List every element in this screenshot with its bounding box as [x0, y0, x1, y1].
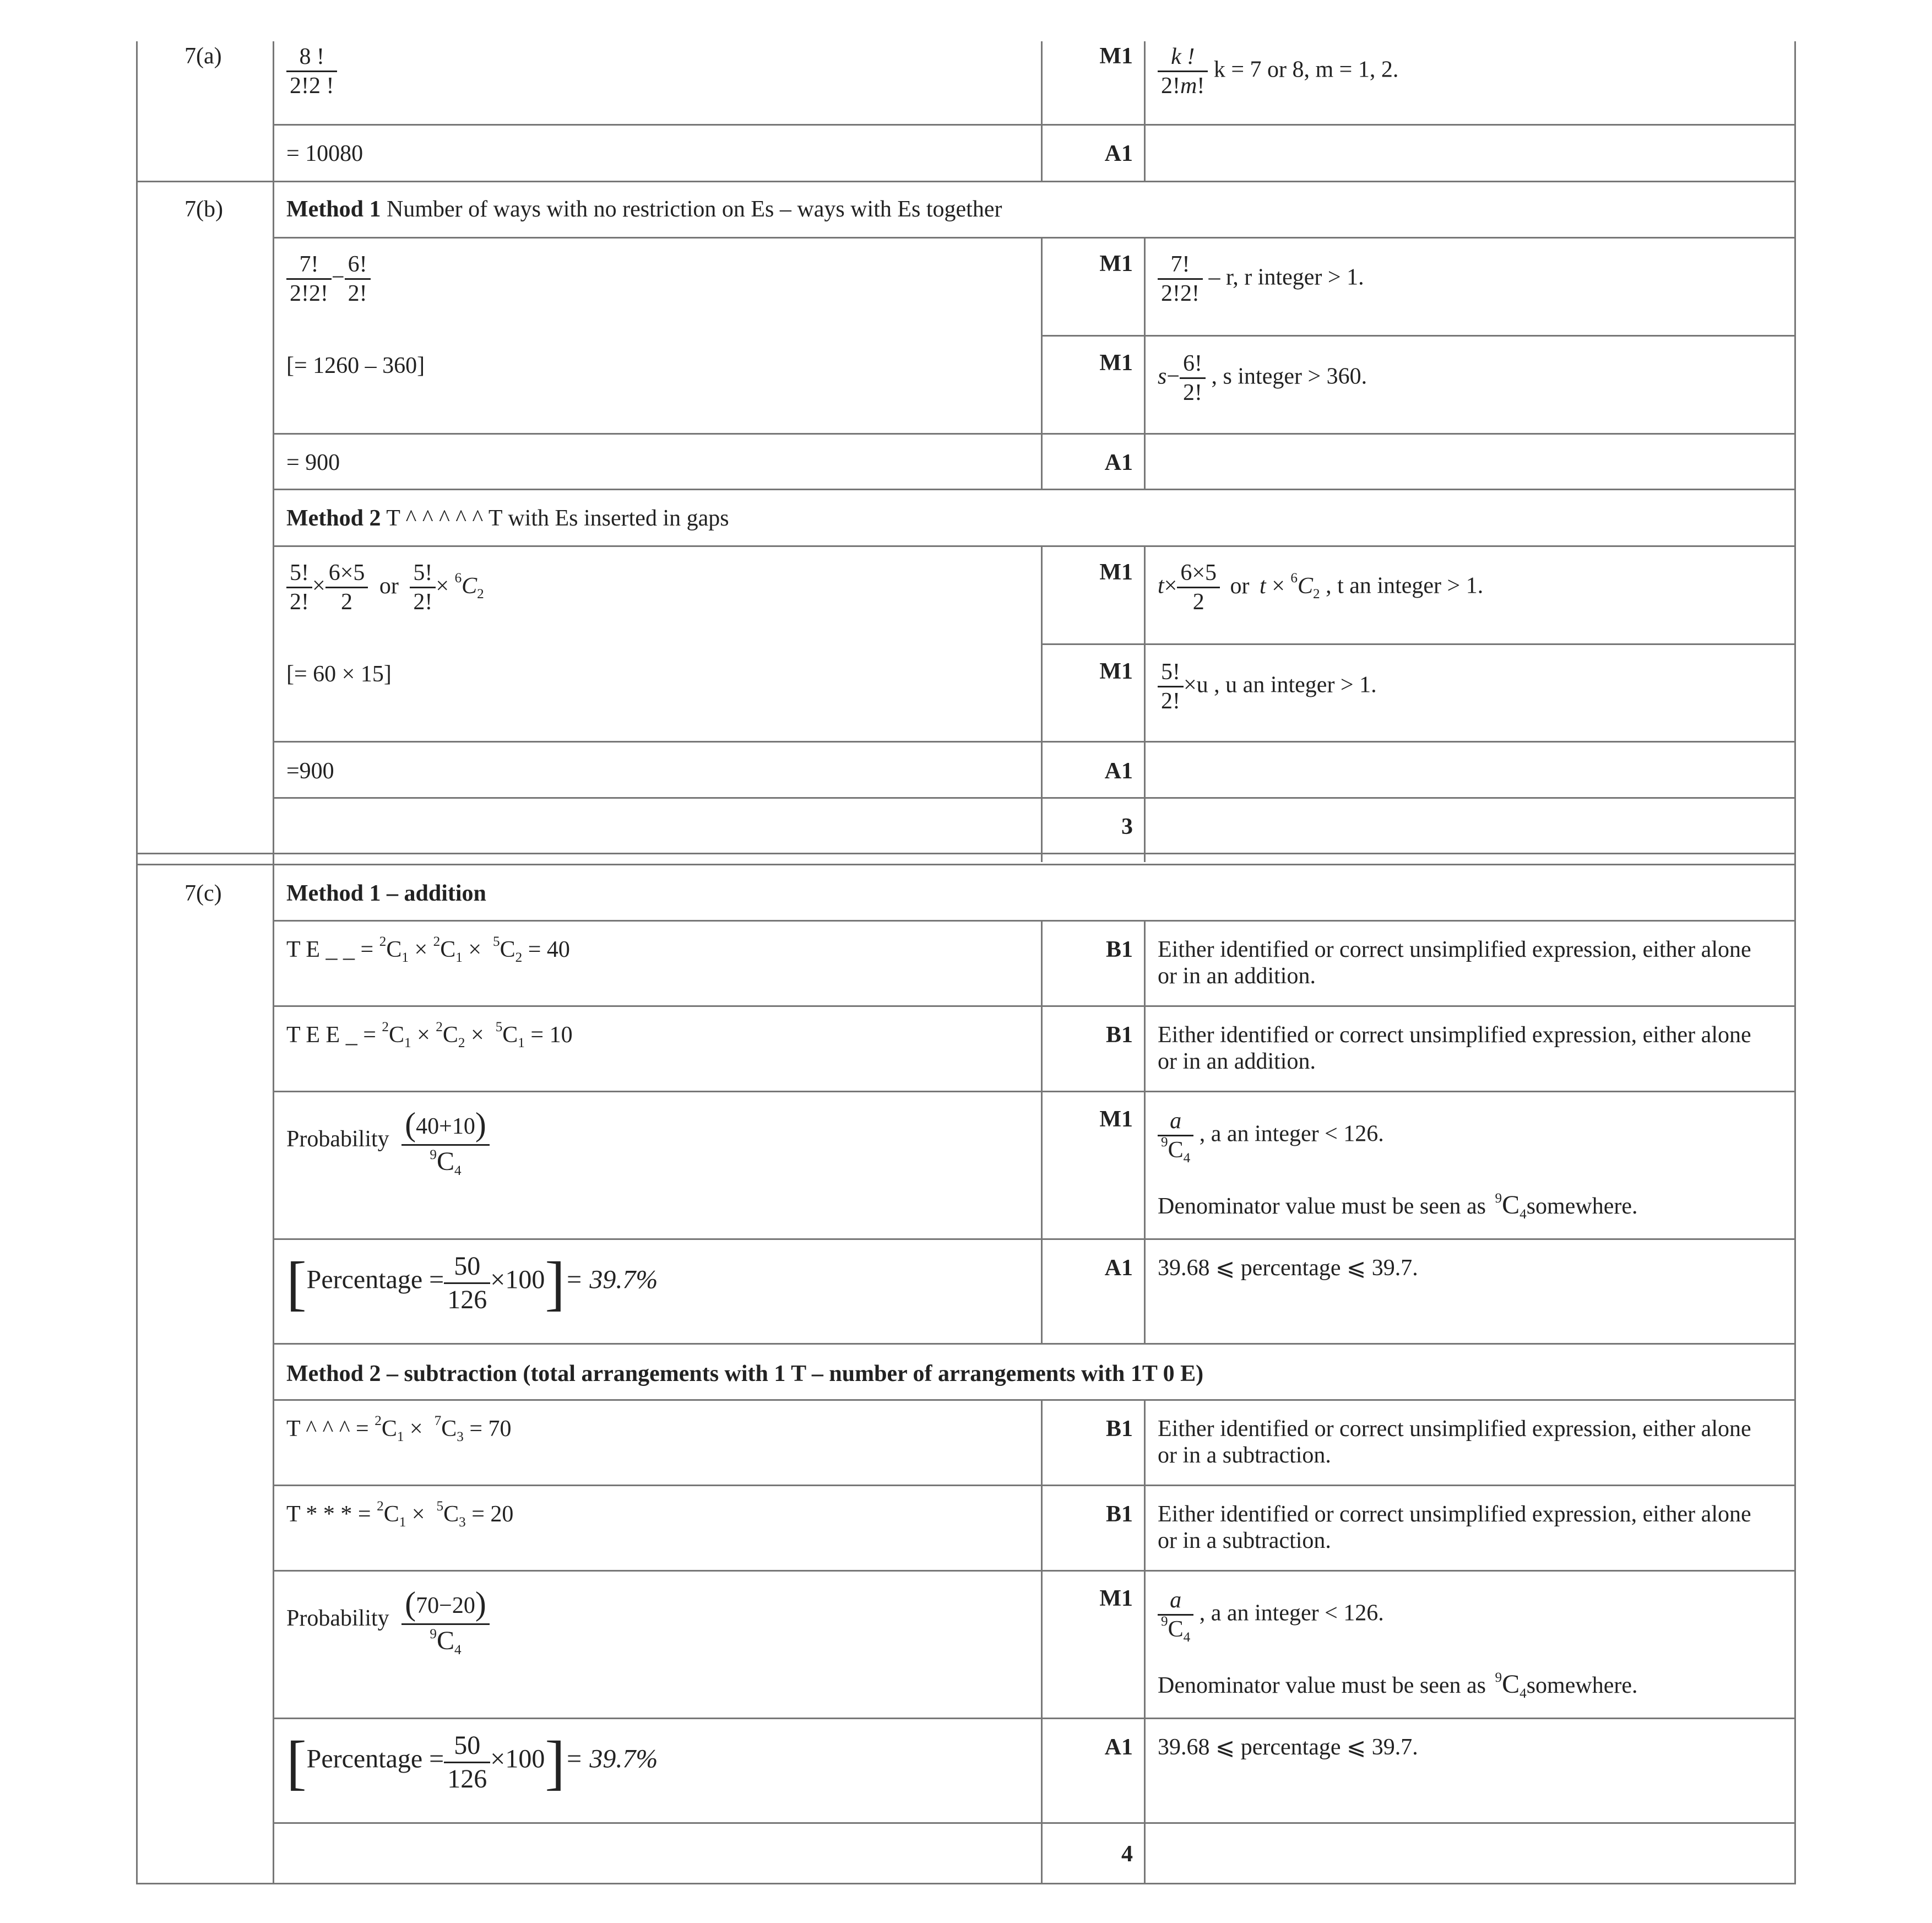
or-text: or: [379, 573, 399, 599]
row-result: = 40: [522, 937, 570, 962]
guidance: Either identified or correct unsimplified expression, either alone or in a subtraction.: [1158, 1502, 1751, 1554]
fraction: [325, 559, 368, 616]
times-sign: ×: [312, 573, 325, 599]
percentage-expression: [286, 1250, 658, 1315]
combination-expression: × $^6C_2$: [436, 570, 484, 602]
variable: t: [1158, 573, 1164, 599]
working: [= 60 × 15]: [286, 662, 392, 687]
bracket: ]: [545, 1249, 565, 1317]
mark-m1: M1: [1099, 1586, 1133, 1611]
mark-m1: M1: [1099, 560, 1133, 585]
denominator: 2!2 !: [290, 73, 334, 99]
fraction: [1158, 1586, 1193, 1644]
numerator: k !: [1158, 43, 1208, 72]
bracket: [: [286, 1729, 307, 1796]
result: = 39.7%: [565, 1744, 658, 1774]
method1-expression: [286, 251, 371, 308]
combination-expression: $^2C_1 \times ^2C_2 \times ^5C_1$: [382, 1019, 525, 1050]
mark-a1: A1: [1104, 450, 1133, 475]
mark-b1: B1: [1105, 937, 1133, 962]
question-label-7c: 7(c): [184, 881, 222, 906]
guidance-note: [1158, 1190, 1637, 1220]
method-description: T ^ ^ ^ ^ ^ T with Es inserted in gaps: [386, 506, 729, 531]
mark-a1: A1: [1104, 1255, 1133, 1281]
working-row: [286, 1498, 514, 1530]
minus-sign: −: [1166, 364, 1180, 389]
denominator: 2!: [1183, 380, 1203, 406]
mark-m1: M1: [1099, 44, 1133, 69]
method-title: Method 2: [286, 506, 381, 531]
fraction: [286, 43, 337, 100]
note-text: Denominator value must be seen as: [1158, 1194, 1486, 1219]
fraction: [345, 251, 371, 308]
numerator: 5!: [410, 559, 436, 588]
numerator: 40+10: [416, 1114, 475, 1139]
guidance: [1158, 1107, 1384, 1164]
denominator: 126: [447, 1764, 487, 1794]
working-row: [286, 1019, 573, 1050]
method-description: Number of ways with no restriction on Es – ways with Es together: [387, 197, 1002, 222]
row-label: T E _ _ =: [286, 937, 379, 962]
row-result: = 70: [463, 1416, 512, 1442]
fraction: $\frac{(40+10)}{^9C_4}$: [401, 1104, 490, 1178]
numerator: 70−20: [416, 1593, 475, 1618]
mark-m1: M1: [1099, 659, 1133, 684]
question-label-7a: 7(a): [184, 44, 222, 69]
combination-expression: $^2C_1 \times ^7C_3$: [375, 1413, 464, 1444]
numerator: 7!: [1158, 251, 1203, 280]
bracket: [: [286, 1249, 307, 1317]
method-heading: [286, 505, 729, 532]
method-title: Method 2 – subtraction (total arrangements with 1 T – number of arrangements with 1T 0 E): [286, 1361, 1204, 1386]
fraction: [1158, 1107, 1193, 1164]
probability-label: Probability: [286, 1126, 389, 1152]
den-part: !: [1197, 73, 1205, 99]
guidance: 39.68 ⩽ percentage ⩽ 39.7.: [1158, 1735, 1418, 1760]
multiplier: ×100: [490, 1265, 545, 1294]
den-part: m: [1180, 73, 1197, 99]
combination-expression: $^9C_4$: [1495, 1670, 1527, 1701]
guidance: Either identified or correct unsimplified expression, either alone or in an addition.: [1158, 937, 1751, 989]
fraction: [444, 1730, 490, 1795]
guidance-text: , a an integer < 126.: [1199, 1600, 1384, 1626]
result: = 39.7%: [565, 1265, 658, 1294]
guidance: [1158, 559, 1483, 616]
mark-b1: B1: [1105, 1022, 1133, 1048]
guidance: [1158, 350, 1367, 407]
fraction: $\frac{(70-20)}{^9C_4}$: [401, 1584, 490, 1657]
percentage-label: Percentage =: [306, 1744, 444, 1774]
minus-sign: −: [331, 264, 345, 290]
denominator: 2!: [348, 281, 367, 307]
method-title: Method 1 – addition: [286, 881, 486, 906]
method-heading: [286, 196, 1002, 223]
guidance-note: [1158, 1669, 1637, 1699]
answer-expression-7a: [286, 43, 337, 100]
percentage-label: Percentage =: [306, 1265, 444, 1294]
probability-expression: [286, 1584, 490, 1657]
numerator: 6×5: [325, 559, 368, 588]
combination-expression: $^2C_1 \times ^2C_1 \times ^5C_2$: [379, 934, 523, 965]
denominator: 2!: [1161, 689, 1180, 714]
guidance: Either identified or correct unsimplified expression, either alone or in a subtraction.: [1158, 1416, 1751, 1469]
working-row: [286, 1413, 512, 1444]
method2-expression: [286, 559, 484, 616]
denominator: 2!: [290, 589, 309, 615]
note-text: somewhere.: [1526, 1194, 1638, 1219]
row-result: = 10: [524, 1022, 573, 1048]
probability-expression: [286, 1104, 490, 1178]
denominator: 2!: [413, 589, 433, 615]
guidance: [1158, 1586, 1384, 1644]
numerator: a: [1158, 1107, 1193, 1136]
total-marks: 3: [1121, 814, 1133, 839]
denominator: 2: [341, 589, 353, 615]
denominator: $^9C_4$: [1161, 1135, 1191, 1166]
den-part: 2!: [1161, 73, 1180, 99]
variable: s: [1158, 364, 1167, 389]
mark-b1: B1: [1105, 1502, 1133, 1527]
combination-expression: $^9C_4$: [1495, 1190, 1527, 1222]
denominator: 126: [447, 1285, 487, 1314]
total-marks: 4: [1121, 1841, 1133, 1867]
numerator: 50: [444, 1730, 490, 1763]
guidance-text: , a an integer < 126.: [1199, 1121, 1384, 1147]
row-result: = 20: [465, 1502, 514, 1527]
guidance-text: , t an integer > 1.: [1326, 573, 1484, 599]
fraction: [444, 1250, 490, 1315]
row-label: T * * * =: [286, 1502, 377, 1527]
numerator: a: [1158, 1586, 1193, 1616]
numerator: 6!: [345, 251, 371, 280]
fraction: [1158, 658, 1184, 716]
numerator: 7!: [286, 251, 332, 280]
row-label: T E E _ =: [286, 1022, 382, 1048]
working: [= 1260 – 360]: [286, 353, 425, 378]
denominator: $^9C_4$: [430, 1626, 462, 1657]
mark-m1: M1: [1099, 251, 1133, 277]
numerator: 8 !: [286, 43, 337, 72]
denominator: 2!2!: [1161, 281, 1200, 307]
question-label-7b: 7(b): [184, 197, 223, 222]
fraction: [410, 559, 436, 616]
combination-expression: $t \times ^6C_2$: [1260, 570, 1320, 602]
mark-a1: A1: [1104, 1735, 1133, 1760]
guidance-7a: [1158, 43, 1398, 100]
or-text: or: [1230, 573, 1250, 599]
guidance: Either identified or correct unsimplified expression, either alone or in an addition.: [1158, 1022, 1751, 1075]
fraction: [286, 559, 312, 616]
bracket: ]: [545, 1729, 565, 1796]
numerator: 6×5: [1177, 559, 1220, 588]
times-sign: ×: [1164, 573, 1177, 599]
multiplier: ×100: [490, 1744, 545, 1774]
guidance-text: , s integer > 360.: [1211, 364, 1367, 389]
row-label: T ^ ^ ^ =: [286, 1416, 375, 1442]
answer-value: =900: [286, 759, 334, 784]
fraction: [1180, 350, 1206, 407]
answer-value-7a: = 10080: [286, 141, 363, 166]
fraction: [1158, 251, 1203, 308]
answer-value: = 900: [286, 450, 340, 475]
mark-m1: M1: [1099, 350, 1133, 376]
denominator: 2: [1192, 589, 1204, 615]
guidance: [1158, 251, 1364, 308]
guidance-text: – r, r integer > 1.: [1208, 264, 1364, 290]
denominator: 2!2!: [290, 281, 328, 307]
fraction: [1158, 43, 1208, 100]
method-title: Method 1: [286, 197, 381, 222]
numerator: 5!: [286, 559, 312, 588]
guidance-text: ×u , u an integer > 1.: [1184, 672, 1377, 698]
numerator: 5!: [1158, 658, 1184, 687]
denominator: [1158, 72, 1208, 100]
percentage-expression: [286, 1730, 658, 1795]
mark-a1: A1: [1104, 759, 1133, 784]
guidance: 39.68 ⩽ percentage ⩽ 39.7.: [1158, 1255, 1418, 1281]
guidance: [1158, 658, 1377, 716]
denominator: $^9C_4$: [430, 1147, 462, 1178]
guidance-text: k = 7 or 8, m = 1, 2.: [1213, 57, 1399, 83]
mark-a1: A1: [1104, 141, 1133, 166]
note-text: somewhere.: [1526, 1673, 1638, 1698]
fraction: [286, 251, 332, 308]
mark-b1: B1: [1105, 1416, 1133, 1442]
denominator: $^9C_4$: [1161, 1614, 1191, 1645]
mark-m1: M1: [1099, 1107, 1133, 1132]
numerator: 6!: [1180, 350, 1206, 379]
combination-expression: $^2C_1 \times ^5C_3$: [377, 1498, 466, 1530]
note-text: Denominator value must be seen as: [1158, 1673, 1486, 1698]
probability-label: Probability: [286, 1605, 389, 1631]
numerator: 50: [444, 1250, 490, 1284]
working-row: [286, 936, 570, 963]
fraction: [1177, 559, 1220, 616]
